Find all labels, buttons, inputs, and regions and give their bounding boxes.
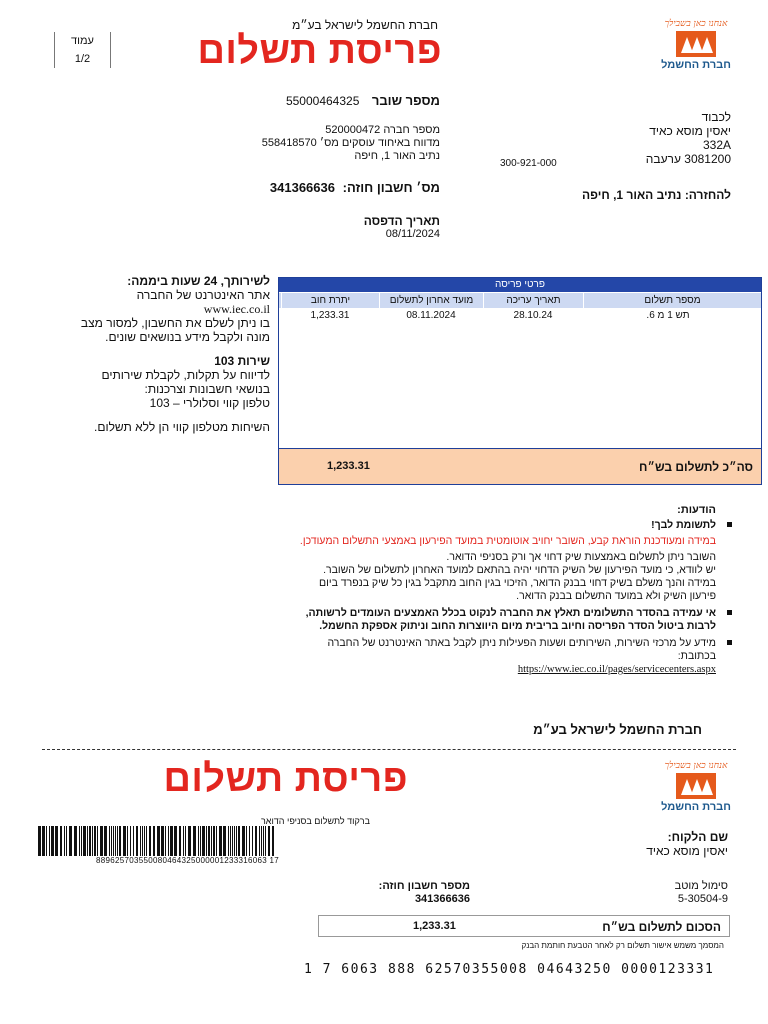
coupon-account-value: 341366636 (414, 893, 470, 905)
website-description: בו ניתן לשלם את החשבון, למסור מצב מונה ולקבל מידע בנושאים שונים. (80, 316, 270, 344)
notes-item (292, 607, 732, 633)
barcode-bar (140, 826, 141, 856)
standing-order-note: במידה ומעודכנת הוראת קבע, השובר יחויב אוטומטית במועד הפירעון באמצעי התשלום המעודכן. (299, 535, 716, 547)
total-value: 1,233.31 (327, 460, 370, 472)
barcode-bar (153, 826, 155, 856)
print-date-block (240, 214, 440, 241)
barcode-bar (46, 826, 47, 856)
column-header: יתרת חוב (281, 293, 379, 308)
payment-barcode (38, 826, 366, 856)
barcode-bar (202, 826, 205, 856)
page-number: 1/2 (74, 53, 91, 65)
barcode-bar (230, 826, 231, 856)
barcode-bar (216, 826, 217, 856)
logo-emblem-icon (676, 31, 716, 57)
cheque-note-1: השובר ניתן לתשלום באמצעות שיק דחוי אך ורק בסניפי הדואר. (446, 551, 716, 563)
barcode-bar (113, 826, 114, 856)
barcode-bar (49, 826, 50, 856)
coupon-account-block (310, 880, 470, 906)
barcode-bar (130, 826, 131, 856)
company-address: נתיב האור 1, חיפה (354, 150, 440, 162)
barcode-bar (200, 826, 201, 856)
barcode-bar (242, 826, 245, 856)
attention-label: לתשומת לבך! (651, 519, 716, 531)
return-address (471, 188, 731, 202)
notes-section (292, 504, 732, 676)
customer-name: יאסין מוסא כאיד (646, 844, 728, 858)
table-cell: 28.10.24 (513, 310, 553, 321)
barcode-bar (81, 826, 82, 856)
barcode-bar (119, 826, 121, 856)
company-id: מספר חברה 520000472 (325, 124, 440, 136)
barcode-bar (133, 826, 134, 856)
barcode-bar (211, 826, 212, 856)
payment-table-total-row (279, 448, 761, 484)
barcode-bar (142, 826, 143, 856)
company-logo (660, 18, 732, 84)
barcode-bar (64, 826, 65, 856)
barcode-bar (179, 826, 181, 856)
website-link[interactable]: www.iec.co.il (203, 302, 270, 316)
barcode-bar (223, 826, 226, 856)
barcode-bar (117, 826, 118, 856)
barcode-bar (115, 826, 116, 856)
barcode-bar (157, 826, 160, 856)
service-103-phone: טלפון קווי וסלולרי – 103 (149, 396, 270, 410)
beneficiary-label: סימול מוטב (674, 880, 728, 892)
barcode-bar (170, 826, 173, 856)
coupon-title: פריסת תשלום (163, 758, 408, 800)
barcode-bar (246, 826, 247, 856)
payment-table-title: פרטי פריסה (279, 278, 761, 292)
barcode-bar (60, 826, 62, 856)
barcode-bar (168, 826, 169, 856)
barcode-bar (109, 826, 110, 856)
service-centers-note: מידע על מרכזי השירות, השירותים ושעות הפעילות ניתן לקבל באתר האינטרנט של החברה בכתובת: (327, 637, 716, 662)
barcode-bar (136, 826, 138, 856)
barcode-bar (146, 826, 147, 856)
notes-item (292, 519, 732, 603)
column-header: תאריך עריכה (483, 293, 583, 308)
barcode-bar (188, 826, 191, 856)
barcode-bar (255, 826, 257, 856)
vat-id: מדווח באיחוד עוסקים מס׳ 558418570 (261, 137, 440, 149)
cut-line (42, 749, 736, 750)
payment-table-header (279, 292, 761, 308)
barcode-bar (89, 826, 91, 856)
company-name: חברת החשמל לישראל בע״מ (292, 18, 438, 32)
account-number: 341366636 (269, 180, 335, 195)
page-indicator (54, 32, 111, 68)
notes-item (292, 637, 732, 676)
barcode-bar (100, 826, 103, 856)
customer-label: שם הלקוח: (667, 830, 728, 844)
barcode-bar (51, 826, 54, 856)
barcode-bar (38, 826, 41, 856)
barcode-bar (66, 826, 67, 856)
service-103-title: שירות 103 (214, 354, 270, 368)
page-label: עמוד (71, 35, 94, 47)
barcode-bar (55, 826, 58, 856)
coupon-logo (660, 760, 732, 830)
barcode-bar (249, 826, 250, 856)
barcode-bar (236, 826, 237, 856)
notes-title: הודעות: (677, 504, 716, 516)
print-date-label: תאריך הדפסה (363, 214, 440, 228)
payment-table (278, 277, 762, 485)
barcode-bar (161, 826, 164, 856)
barcode-bar (42, 826, 45, 856)
recipient-city: 3081200 ערעבה (645, 152, 731, 166)
coupon-logo-tagline: אנחנו כאן בשבילך (664, 761, 728, 771)
sum-box (318, 915, 730, 937)
barcode-bar (234, 826, 235, 856)
document-title: פריסת תשלום (197, 30, 442, 72)
barcode-bar (232, 826, 233, 856)
barcode-bar (252, 826, 253, 856)
barcode-bar (74, 826, 77, 856)
website-label: אתר האינטרנט של החברה (136, 288, 270, 302)
barcode-bar (219, 826, 222, 856)
barcode-bar (185, 826, 186, 856)
coupon-account-label: מספר חשבון חוזה: (378, 880, 470, 892)
barcode-bar (265, 826, 266, 856)
bullet-icon (727, 522, 732, 527)
print-date-value: 08/11/2024 (385, 228, 440, 240)
voucher-number: 55000464325 (285, 94, 360, 108)
barcode-bar (123, 826, 126, 856)
recipient-code: 300-921-000 (500, 158, 557, 169)
sum-value: 1,233.31 (413, 920, 456, 932)
logo-tagline: אנחנו כאן בשבילך (664, 19, 728, 29)
service-info (80, 274, 270, 434)
return-address-value: נתיב האור 1, חיפה (582, 188, 682, 202)
table-cell: תש 1 מ 6. (646, 310, 690, 321)
column-header: מספר תשלום (583, 293, 761, 308)
bank-stamp-note: המסמך משמש אישור תשלום רק לאחר הטבעת חותמת הבנק (521, 941, 724, 950)
total-label: סה״כ לתשלום בש״ח (639, 460, 753, 474)
bullet-icon (727, 640, 732, 645)
barcode-bar (263, 826, 264, 856)
service-centers-link[interactable]: https://www.iec.co.il/pages/servicecenters.aspx (517, 664, 716, 675)
table-cell: 08.11.2024 (406, 310, 456, 321)
coupon-logo-name: חברת החשמל (661, 801, 731, 813)
barcode-bar (272, 826, 274, 856)
barcode-bar (208, 826, 210, 856)
barcode-bar (183, 826, 184, 856)
barcode-bar (238, 826, 240, 856)
service-103-description: לדיווח על תקלות, לקבלת שירותים בנושאי חשבונות וצרכנות: (101, 368, 270, 396)
logo-emblem-icon (676, 773, 716, 799)
barcode-bar (213, 826, 215, 856)
free-call-note: השיחות מטלפון קווי הן ללא תשלום. (93, 420, 270, 434)
beneficiary-block (568, 880, 728, 906)
barcode-bar (268, 826, 270, 856)
recipient-name: יאסין מוסא כאיד (649, 124, 731, 138)
table-cell: 1,233.31 (310, 310, 350, 321)
barcode-bar (165, 826, 166, 856)
barcode-bar (259, 826, 260, 856)
barcode-bar (83, 826, 86, 856)
beneficiary-value: 5-30504-9 (677, 893, 728, 905)
cheque-note-3: במידה והנך משלם בשיק דחוי בבנק הדואר, הזיכוי בגין החוב מתקבל בגין כל שיק בנפרד ביום פירעון השיק ולא במועד התשלום בבנק הדואר. (319, 577, 716, 602)
barcode-bar (92, 826, 93, 856)
customer-block (528, 830, 728, 858)
barcode-bar (261, 826, 262, 856)
table-row (279, 308, 761, 324)
barcode-bar (149, 826, 151, 856)
barcode-bar (79, 826, 80, 856)
voucher-label: מספר שובר (371, 93, 440, 108)
barcode-bar (111, 826, 112, 856)
account-label: מס׳ חשבון חוזה: (342, 180, 440, 195)
cheque-note-2: יש לוודא, כי מועד הפירעון של השיק הדחוי יהיה בהתאם למועד האחרון לתשלום של השובר. (323, 564, 716, 576)
barcode-bar (87, 826, 88, 856)
coupon-company-name: חברת החשמל לישראל בע״מ (533, 722, 702, 737)
sum-label: הסכום לתשלום בש״ח (602, 920, 721, 934)
barcode-bar (228, 826, 229, 856)
return-label: להחזרה: (684, 188, 731, 202)
barcode-number: 889625703550080464325000001233316063 17 (96, 856, 279, 865)
barcode-bar (198, 826, 199, 856)
recipient-unit: 332A (702, 138, 731, 152)
barcode-bar (127, 826, 128, 856)
barcode-bar (174, 826, 177, 856)
account-line (140, 180, 440, 195)
barcode-label: ברקוד לתשלום בסניפי הדואר (261, 816, 370, 826)
column-header: מועד אחרון לתשלום (379, 293, 483, 308)
barcode-bar (94, 826, 96, 856)
bullet-icon (727, 610, 732, 615)
logo-name: חברת החשמל (661, 59, 731, 71)
barcode-bar (144, 826, 145, 856)
non-compliance-note: אי עמידה בהסדר התשלומים תאלץ את החברה לנקוט בכלל האמצעים העומדים לרשותה, לרבות ביטול הסדר הפריסה וחיוב בריבית מיום היווצרות החוב וניתוק אספקת החשמל. (305, 607, 716, 632)
barcode-bar (193, 826, 196, 856)
barcode-bar (206, 826, 207, 856)
service-title: לשירותך, 24 שעות ביממה: (127, 274, 270, 288)
company-details (120, 124, 440, 163)
barcode-bar (104, 826, 107, 856)
barcode-bar (97, 826, 98, 856)
barcode-bar (69, 826, 72, 856)
voucher-number-line (140, 92, 440, 110)
ocr-line: 1 7 6063 888 62570355008 04643250 0000123331 (304, 962, 715, 977)
recipient-to-label: לכבוד (701, 110, 731, 124)
